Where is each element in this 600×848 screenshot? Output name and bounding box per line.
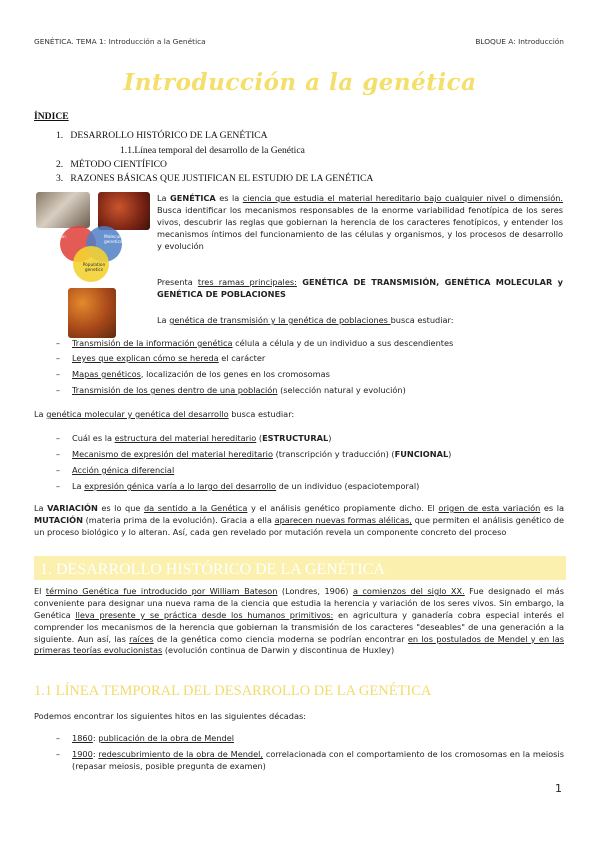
genetics-branches-figure xyxy=(34,192,152,344)
venn-label-transmission: Transmission genetics xyxy=(38,235,66,245)
index-item-3[interactable] xyxy=(56,172,373,186)
molecular-intro: La genética molecular y genética del desarrollo busca estudiar: xyxy=(34,409,295,419)
corn-photo xyxy=(68,288,116,338)
venn-diagram xyxy=(40,222,144,286)
variation-paragraph: La VARIACIÓN es lo que da sentido a la Genética y el análisis genético propiamente dicho. El origen de esta variación es la MUTACIÓN (materia prima de la evolución). Gracia a ella aparecen nuevas formas alélicas, que permiten el análisis genético de un proceso biológico y lo alteran. Así, cada gen revelado por mutación revela un componente concreto del proceso xyxy=(34,503,564,537)
index-num: 1. xyxy=(56,130,64,141)
section-1-paragraph: El término Genética fue introducido por William Bateson (Londres, 1906) a comienzos del siglo XX. Fue designado el más conveniente para designar una nueva rama de la ciencia que estudia la herencia y variación de los seres vivos. Sin embargo, la Genética lleva presente y se práctica desde los humanos primitivos: en agricultura y ganadería cobra especial interés el comprender los mecanismos de la herencia que gobiernan la transmisión de los caracteres "deseables" de una generación a la siguiente. Aun así, las raíces de la genética como ciencia moderna se podrían encontrar en los postulados de Mendel y en las primeras teorías evolucionistas (evolución continua de Darwin y discontinua de Huxley) xyxy=(34,586,564,656)
venn-label-population: Population genetics xyxy=(82,263,106,273)
index-text: RAZONES BÁSICAS QUE JUSTIFICAN EL ESTUDIO DE LA GENÉTICA xyxy=(70,173,374,184)
index-item-2[interactable] xyxy=(56,158,167,172)
genetics-definition-paragraph: La GENÉTICA es la ciencia que estudia el material hereditario bajo cualquier nivel o dimensión. Busca identificar los mecanismos responsables de la enorme variabilidad fenotípica de los seres vivos, descubrir las reglas que gobiernan la herencia de los caracteres fenotípicos, y entender los mecanismos íntimos del funcionamiento de las células y organismos, y los procesos de desarrollo y evolución xyxy=(157,193,563,251)
index-text: MÉTODO CIENTÍFICO xyxy=(70,159,167,170)
index-heading: ÍNDICE xyxy=(34,111,69,122)
page-number: 1 xyxy=(555,782,562,795)
index-text: Línea temporal del desarrollo de la Genética xyxy=(134,145,305,156)
list-item: – 1900: redescubrimiento de la obra de Mendel, correlacionada con el comportamiento de los cromosomas en la meiosis (repasar meiosis, posible pregunta de examen) xyxy=(56,749,564,771)
index-num: 1.1. xyxy=(120,145,135,156)
three-branches-paragraph: Presenta tres ramas principales: GENÉTICA DE TRANSMISIÓN, GENÉTICA MOLECULAR y GENÉTICA DE POBLACIONES xyxy=(157,277,563,299)
index-item-1[interactable] xyxy=(56,129,268,143)
section-1-1-heading: 1.1 LÍNEA TEMPORAL DEL DESARROLLO DE LA GENÉTICA xyxy=(34,683,432,699)
transmission-intro: La genética de transmisión y la genética de poblaciones busca estudiar: xyxy=(157,315,454,325)
section-1-1-intro: Podemos encontrar los siguientes hitos en las siguientes décadas: xyxy=(34,711,307,721)
running-header-left: GENÉTICA. TEMA 1: Introducción a la Genética xyxy=(34,37,206,46)
venn-label-molecular: Molecular genetics xyxy=(104,235,125,245)
section-1-heading: 1. DESARROLLO HISTÓRICO DE LA GENÉTICA xyxy=(40,561,385,578)
document-title: Introducción a la genética xyxy=(123,69,477,96)
index-item-1-1[interactable] xyxy=(120,144,305,158)
index-text: DESARROLLO HISTÓRICO DE LA GENÉTICA xyxy=(70,130,268,141)
section-1-heading-band xyxy=(34,556,566,580)
index-num: 3. xyxy=(56,173,64,184)
running-header-right: BLOQUE A: Introducción xyxy=(475,37,564,46)
index-num: 2. xyxy=(56,159,64,170)
